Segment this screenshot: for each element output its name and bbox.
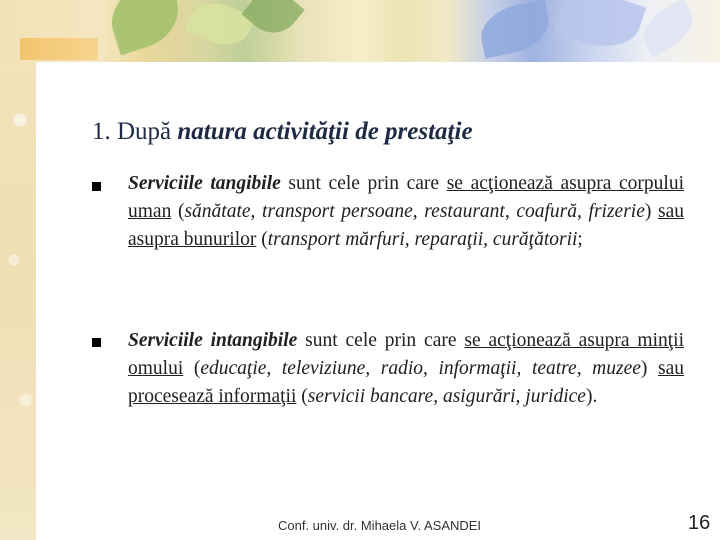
examples-text: servicii bancare, asigurări, juridice: [307, 386, 586, 407]
underlined-text: omului: [128, 358, 184, 379]
decorative-top-banner: [0, 0, 720, 62]
underlined-text: acţionează asupra: [488, 330, 630, 351]
examples-text: educaţie, televiziune, radio, informaţii, teatre, muzee: [200, 358, 641, 379]
leaf-decoration: [476, 0, 554, 59]
examples-text: sănătate, transport persoane, restaurant, coafură, frizerie: [184, 201, 645, 222]
text-run: [463, 173, 471, 194]
text-run: ;: [577, 229, 583, 250]
underlined-text: minţii: [637, 330, 684, 351]
underlined-text: sau: [658, 358, 684, 379]
decorative-orange-bar: [20, 38, 98, 60]
underlined-text: se: [446, 173, 463, 194]
bullet-text-intangible: [128, 327, 684, 411]
text-run: [481, 330, 489, 351]
footer-author: Conf. univ. dr. Mihaela V. ASANDEI: [278, 518, 482, 533]
underlined-text: asupra: [128, 229, 179, 250]
text-run: [611, 173, 619, 194]
examples-text: transport mărfuri, reparaţii, curăţătorii: [267, 229, 578, 250]
slide-title: [92, 118, 473, 146]
underlined-text: informaţii: [218, 386, 297, 407]
text-run: ).: [585, 386, 598, 407]
leaf-decoration: [241, 0, 305, 44]
underlined-text: bunurilor: [183, 229, 257, 250]
text-run: ): [644, 201, 658, 222]
text-run: (: [171, 201, 185, 222]
text-run: ): [640, 358, 658, 379]
underlined-text: sau: [658, 201, 684, 222]
leaf-decoration: [102, 0, 187, 55]
title-emphasis: natura activităţii de prestaţie: [177, 118, 473, 145]
bullet-term: Serviciile tangibile: [128, 173, 281, 194]
title-prefix: 1. După: [92, 118, 178, 145]
bullet-marker: [92, 182, 101, 191]
bullet-marker: [92, 338, 101, 347]
bullet-text-tangible: [128, 170, 684, 254]
text-run: (: [296, 386, 308, 407]
text-run: (: [183, 358, 201, 379]
text-run: (: [256, 229, 268, 250]
underlined-text: acţionează asupra: [470, 173, 612, 194]
leaf-decoration: [554, 0, 646, 57]
page-number: 16: [688, 512, 711, 534]
underlined-text: uman: [128, 201, 172, 222]
underlined-text: corpului: [619, 173, 685, 194]
bullet-term: Serviciile intangibile: [128, 330, 298, 351]
text-run: sunt cele prin care: [280, 173, 447, 194]
underlined-text: procesează: [128, 386, 214, 407]
underlined-text: se: [464, 330, 481, 351]
text-run: sunt cele prin care: [297, 330, 465, 351]
